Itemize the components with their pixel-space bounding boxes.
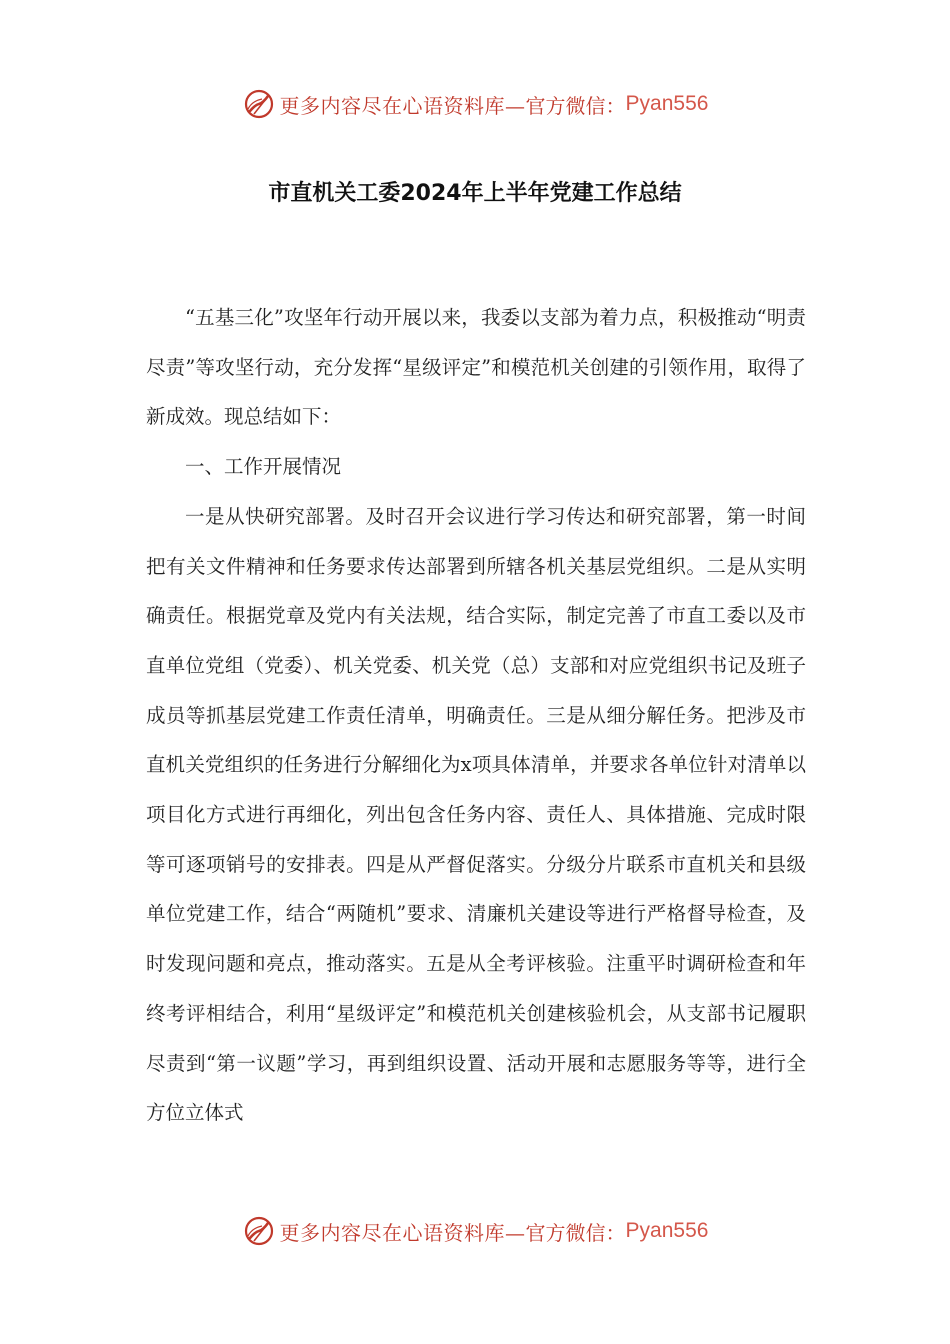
paragraph-intro: “五基三化”攻坚年行动开展以来，我委以支部为着力点，积极推动“明责尽责”等攻坚行动，充分发挥“星级评定”和模范机关创建的引领作用，取得了新成效。现总结如下： <box>146 306 806 429</box>
banner-slogan: 更多内容尽在心语资料库— <box>279 1220 526 1245</box>
wechat-label: 官方微信： <box>525 93 626 118</box>
section-heading: 一、工作开展情况 <box>185 455 342 479</box>
footer-banner[interactable] <box>0 1211 950 1251</box>
paragraph-work-details: 一是从快研究部署。及时召开会议进行学习传达和研究部署，第一时间把有关文件精神和任务要求传达部署到所辖各机关基层党组织。二是从实明确责任。根据党章及党内有关法规，结合实际，制定完善了市直工委以及市直单位党组（党委）、机关党委、机关党（总）支部和对应党组织书记及班子成员等抓基层党建工作责任清单，明确责任。三是从细分解任务。把涉及市直机关党组织的任务进行分解细化为x项具体清单，并要求各单位针对清单以项目化方式进行再细化，列出包含任务内容、责任人、具体措施、完成时限等可逐项销号的安排表。四是从严督促落实。分级分片联系市直机关和县级单位党建工作，结合“两随机”要求、清廉机关建设等进行严格督导检查，及时发现问题和亮点，推动落实。五是从全考评核验。注重平时调研检查和年终考评相结合，利用“星级评定”和模范机关创建核验机会，从支部书记履职尽责到“第一议题”学习，再到组织设置、活动开展和志愿服务等等，进行全方位立体式 <box>146 504 806 1125</box>
banner-slogan: 更多内容尽在心语资料库— <box>279 93 526 118</box>
wechat-label: 官方微信： <box>525 1220 626 1245</box>
wechat-id: Pyan556 <box>625 92 709 115</box>
pen-logo-icon <box>242 87 276 121</box>
document-title: 市直机关工委2024年上半年党建工作总结 <box>268 181 682 206</box>
wechat-id: Pyan556 <box>625 1219 709 1242</box>
document-body <box>146 293 806 1138</box>
header-banner[interactable] <box>0 84 950 124</box>
pen-logo-icon <box>242 1214 276 1248</box>
